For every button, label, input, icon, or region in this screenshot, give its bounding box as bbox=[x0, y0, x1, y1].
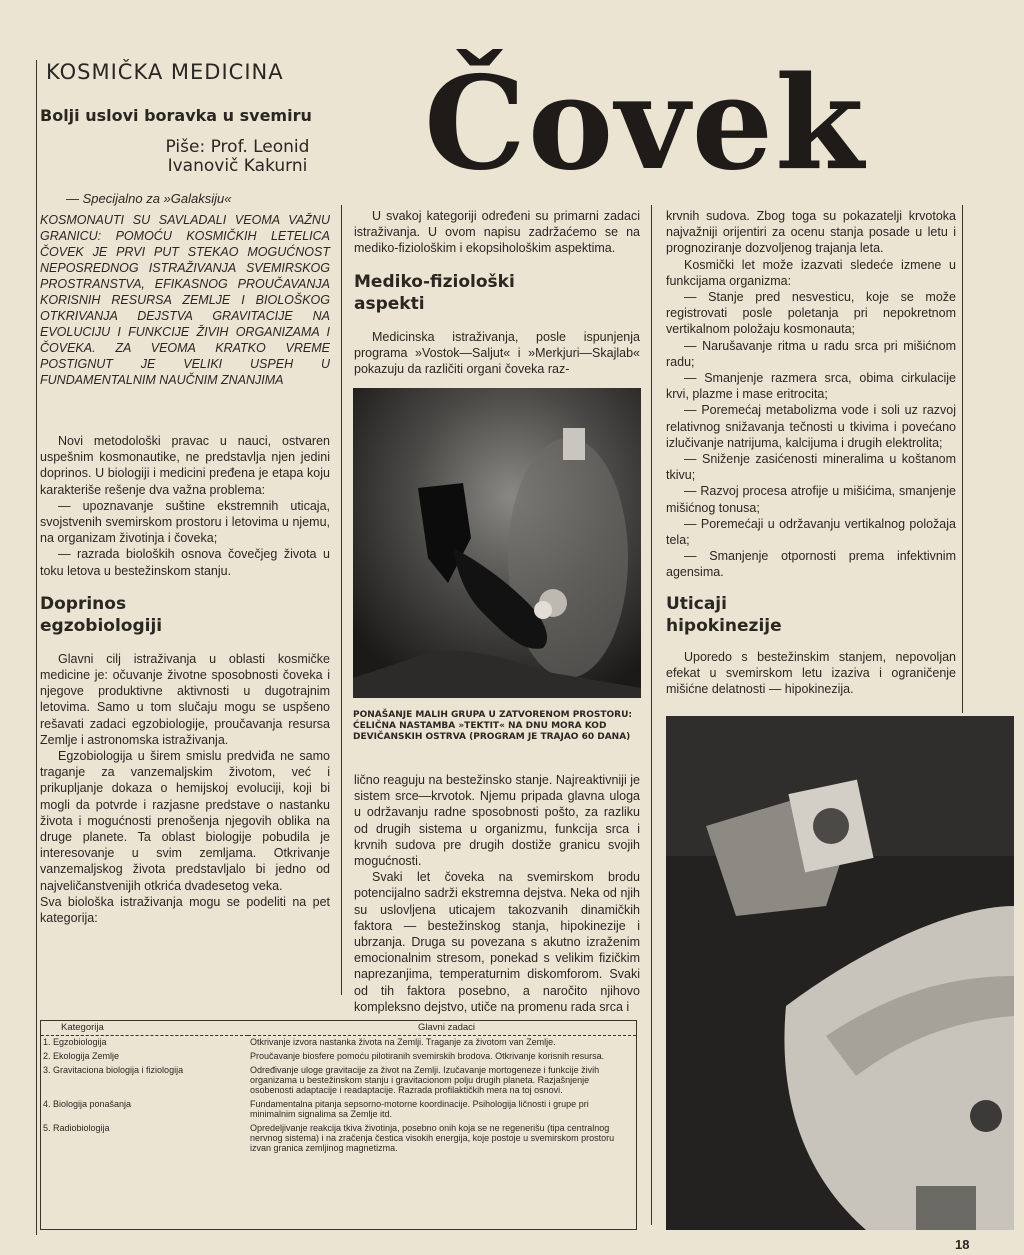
col2-paragraph: U svakoj kategoriji određeni su primarni zadaci istraživanja. U ovom napisu zadržaćemo se na mediko-fiziološkim i ekopsihološkim aspektima. bbox=[354, 209, 640, 256]
col3-list-item: — Poremećaji u održavanju vertikalnog položaja tela; bbox=[666, 516, 956, 548]
headline: Bolji uslovi boravka u svemiru bbox=[40, 106, 312, 125]
col1-paragraph: — upoznavanje suštine ekstremnih uticaja, svojstvenih svemirskom prostoru i letovima u njemu, na organizam životinja i čoveka; bbox=[40, 498, 330, 546]
table-row bbox=[41, 1064, 636, 1098]
column-3 bbox=[666, 208, 956, 697]
col3-list-item: — Poremećaj metabolizma vode i soli uz razvoj relativnog snižavanja tečnosti u tkivima i povećano izlučivanje natrijuma, kalcijuma i drugih elektrolita; bbox=[666, 403, 956, 450]
section-title: KOSMIČKA MEDICINA bbox=[46, 60, 284, 84]
intro-caps: KOSMONAUTI SU SAVLADALI VEOMA VAŽNU GRANICU: POMOĆU KOSMIČKIH LETELICA ČOVEK JE PRVI PUT STEKAO MOGUĆNOST NEPOSREDNOG ISTRAŽIVANJA SVEMIRSKOG PROSTRANSTVA, EFIKASNOG PROUČAVANJA KORISNIH RESURSA ZEMLJE I BIOLOŠKOG OTKRIVANJA DEJSTVA GRAVITACIJE NA EVOLUCIJU I FUNKCIJE ŽIVIH ORGANIZAMA I ČOVEKA. ZA VEOMA KRATKO VREME POSTIGNUT JE VELIKI USPEH U FUNDAMENTALNIM NAUČNIM ZNANJIMA bbox=[40, 213, 330, 387]
table-row bbox=[41, 1122, 636, 1156]
category-table bbox=[41, 1021, 636, 1156]
underwater-habitat-illustration bbox=[353, 388, 641, 698]
table-header-tasks: Glavni zadaci bbox=[418, 1022, 476, 1033]
table-cell-category: 5. Radiobiologija bbox=[43, 1123, 110, 1133]
col1-paragraph: — razrada bioloških osnova čovečjeg života u toku letova u bestežinskom stanju. bbox=[40, 547, 330, 578]
column-2-bottom bbox=[354, 772, 640, 1015]
table-cell-category: 2. Ekologija Zemlje bbox=[43, 1051, 120, 1061]
table-cell-task: Fundamentalna pitanja sepsorno-motorne koordinacije. Psihologija ličnosti i grupe pri minimalnim signalima sa Zemlje itd. bbox=[250, 1099, 589, 1119]
subhead-egzobiologija: Doprinos egzobiologiji bbox=[40, 593, 163, 636]
col3-list-item: — Sniženje zasićenosti mineralima u koštanom tkivu; bbox=[666, 452, 956, 483]
table-cell-task: Opredeljivanje reakcija tkiva životinja, posebno onih koja se ne regenerišu (tipa centralnog nervnog sistema) i na zračenja čestica visokih energija, koje postoje u svemirskom prostoru izvan granica zemljinog magnetizma. bbox=[250, 1123, 615, 1153]
col2-paragraph: lično reaguju na bestežinsko stanje. Najreaktivniji je sistem srce—krvotok. Njemu pripada glavna uloga u održavanju radne sposobnosti pošto, za razliku od drugih sistema u organizmu, funkcija srca i krvnih sudova pre drugih dostiže granicu svojih mogućnosti. bbox=[354, 773, 640, 869]
photo-caption: PONAŠANJE MALIH GRUPA U ZATVORENOM PROSTORU: ĆELIČNA NASTAMBA »TEKTIT« NA DNU MORA KOD DEVIČANSKIH OSTRVA (PROGRAM JE TRAJAO 60 DANA) bbox=[353, 710, 632, 742]
table-cell-task: Proučavanje biosfere pomoću pilotiranih svemirskih brodova. Otkrivanje korisnih resursa. bbox=[250, 1051, 605, 1061]
col3-right-rule bbox=[962, 205, 963, 713]
table-row bbox=[41, 1036, 636, 1051]
table-row bbox=[41, 1050, 636, 1064]
col3-list-item: — Razvoj procesa atrofije u mišićima, smanjenje mišićnog tonusa; bbox=[666, 484, 956, 515]
subhead-hipokinezija: Uticaji hipokinezije bbox=[666, 593, 782, 636]
col3-list-item: — Narušavanje ritma u radu srca pri mišićnom radu; bbox=[666, 338, 956, 369]
author-line-2: Ivanovič Kakurni bbox=[167, 156, 308, 176]
photo-underwater-habitat bbox=[353, 388, 641, 698]
table-header-category: Kategorija bbox=[61, 1022, 104, 1033]
category-table-box bbox=[40, 1020, 637, 1230]
col1-paragraph: Glavni cilj istraživanja u oblasti kosmičke medicine je: očuvanje životne sposobnosti čoveka i njegove produktivne aktivnosti u dugotrajnim letovima. Samo u tom slučaju mogu se uspšeno rešavati zadaci egzobiologije, proučavanja resursa Zemlje i astronomska istraživanja. bbox=[40, 651, 330, 747]
left-border-rule bbox=[36, 60, 37, 1235]
column-1 bbox=[40, 433, 330, 926]
page-number: 18 bbox=[955, 1237, 970, 1252]
source-note: — Specijalno za »Galaksiju« bbox=[66, 191, 232, 206]
col3-list-item: — Smanjenje otpornosti prema infektivnim agensima. bbox=[666, 549, 956, 580]
col3-list-item: — Stanje pred nesvesticu, koje se može registrovati posle poletanja pri nepokretnom vertikalnom položaju kosmonauta; bbox=[666, 290, 956, 337]
col3-paragraph: Uporedo s bestežinskim stanjem, nepovoljan efekat u svemirskom letu izaziva i ograničenje mišićne delatnosti — hipokinezija. bbox=[666, 649, 956, 697]
col1-paragraph: Egzobiologija u širem smislu predviđa ne samo traganje za vanzemaljskim životom, već i prikupljanje dokaza o hemijskoj evoluciji, koji bi mogli da potvrde i razjasne predstave o nastanku života i mogućnosti prenošenja njegovih oblika na druge planete. Ta oblast biologije pobudila je interesovanje u svim zemljama. Otkrivanje vanzemaljskog života predstavljalo bi jedno od najveličanstvenijih otkrića dvadesetog veka. bbox=[40, 749, 330, 893]
big-title: Čovek bbox=[424, 49, 866, 199]
col3-paragraph: krvnih sudova. Zbog toga su pokazatelji krvotoka najvažniji orijentiri za ocenu stanja posade u letu i prognoziranje dozvoljenog trajanja leta. bbox=[666, 209, 956, 256]
col3-paragraph: Kosmički let može izazvati sledeće izmene u funkcijama organizma: bbox=[666, 257, 956, 288]
table-cell-category: 3. Gravitaciona biologija i fiziologija bbox=[43, 1065, 184, 1075]
table-row bbox=[41, 1098, 636, 1122]
col1-paragraph: Novi metodološki pravac u nauci, ostvaren uspešnim kosmonautike, ne predstavlja njen jedini doprinos. U biologiji i medicini pređena je etapa koju karakteriše rešenje dva važna problema: bbox=[40, 434, 330, 497]
col2-paragraph: Svaki let čoveka na svemirskom brodu potencijalno sadrži ekstremna dejstva. Neka od njih su uslovljena uticajem takozvanih dinamičkih faktora — bestežinskog stanja, hipokinezije i ubrzanja. Druga su povezana s akutno izraženim emocionalnim stresom, ponekad s velikim fizičkim naprezanjima, temperaturnim diskomforom. Svaki od tih faktora posebno, a naročito njihovo kompleksno dejstvo, utiče na promenu rada srca i bbox=[354, 870, 640, 1014]
column-2-top bbox=[354, 208, 640, 377]
author-line-1: Piše: Prof. Leonid bbox=[165, 137, 310, 157]
space-equipment-illustration bbox=[666, 716, 1014, 1230]
subhead-mediko-fizioloski: Mediko-fiziološki aspekti bbox=[354, 271, 515, 314]
col1-paragraph: Sva biološka istraživanja mogu se podeliti na pet kategorija: bbox=[40, 894, 330, 926]
table-cell-category: 4. Biologija ponašanja bbox=[43, 1099, 132, 1109]
photo-space-equipment bbox=[666, 716, 1014, 1230]
col1-col2-rule bbox=[341, 205, 342, 995]
col2-paragraph: Medicinska istraživanja, posle ispunjenja programa »Vostok—Saljut« i »Merkjuri—Skajlab« pokazuju da različiti organi čoveka raz- bbox=[354, 329, 640, 377]
col2-col3-rule bbox=[651, 205, 652, 1225]
table-cell-task: Otkrivanje izvora nastanka života na Zemlji. Traganje za životom van Zemlje. bbox=[250, 1037, 556, 1047]
col3-list-item: — Smanjenje razmera srca, obima cirkulacije krvi, plazme i mase eritrocita; bbox=[666, 371, 956, 402]
table-cell-category: 1. Egzobiologija bbox=[43, 1037, 107, 1047]
table-cell-task: Određivanje uloge gravitacije za život na Zemlji. Izučavanje mortogeneze i funkcije živih organizama u bestežinskom stanju i gravitacionom polju drugih planeta. Razjašnjenje osobenosti adaptacije i readaptacije. Razrada profilaktičkih mera na toj osnovi. bbox=[250, 1065, 600, 1095]
author bbox=[130, 138, 345, 176]
